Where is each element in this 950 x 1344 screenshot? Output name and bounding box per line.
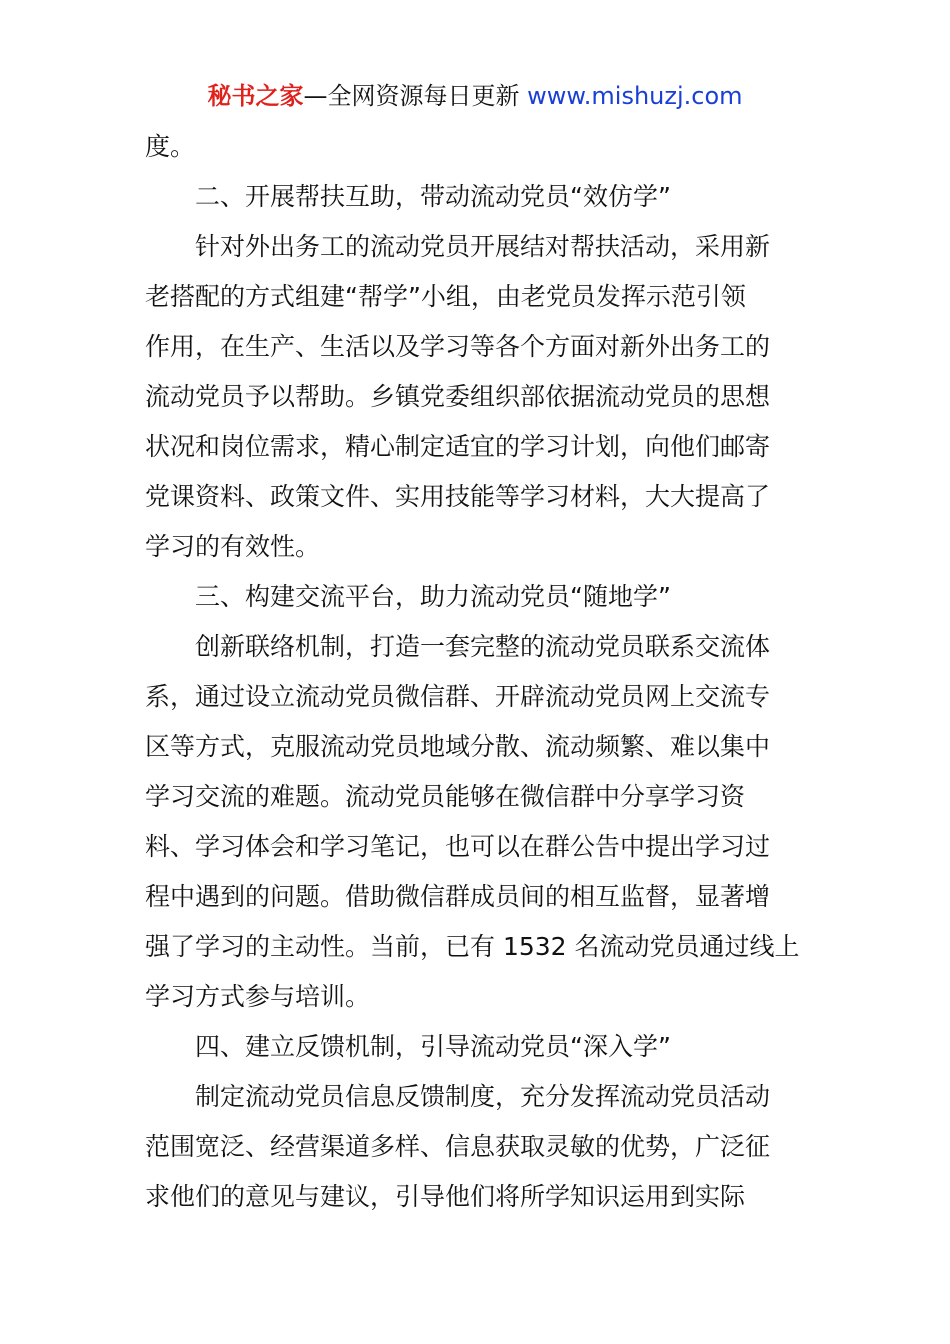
brand-name: 秘书之家 [207, 82, 304, 110]
body-line: 针对外出务工的流动党员开展结对帮扶活动，采用新 [195, 232, 771, 261]
body-line: 区等方式，克服流动党员地域分散、流动频繁、难以集中 [145, 732, 771, 761]
body-line: 状况和岗位需求，精心制定适宜的学习计划，向他们邮寄 [145, 432, 771, 461]
body-line: 学习交流的难题。流动党员能够在微信群中分享学习资 [145, 782, 746, 811]
body-line: 老搭配的方式组建“帮学”小组，由老党员发挥示范引领 [145, 282, 746, 311]
body-line: 学习的有效性。 [145, 532, 321, 561]
section-heading-3: 三、构建交流平台，助力流动党员“随地学” [195, 582, 671, 611]
body-line: 范围宽泛、经营渠道多样、信息获取灵敏的优势，广泛征 [145, 1132, 771, 1161]
header-tagline: —全网资源每日更新 [303, 82, 528, 110]
body-line: 流动党员予以帮助。乡镇党委组织部依据流动党员的思想 [145, 382, 771, 411]
body-line: 创新联络机制，打造一套完整的流动党员联系交流体 [195, 632, 771, 661]
site-watermark-header [0, 80, 950, 112]
paragraph-continuation: 度。 [145, 132, 196, 161]
body-line: 党课资料、政策文件、实用技能等学习材料，大大提高了 [145, 482, 771, 511]
body-line: 求他们的意见与建议，引导他们将所学知识运用到实际 [145, 1182, 746, 1211]
body-line: 程中遇到的问题。借助微信群成员间的相互监督，显著增 [145, 882, 771, 911]
body-line: 学习方式参与培训。 [145, 982, 371, 1011]
section-heading-2: 二、开展帮扶互助，带动流动党员“效仿学” [195, 182, 671, 211]
body-line: 料、学习体会和学习笔记，也可以在群公告中提出学习过 [145, 832, 771, 861]
body-line: 作用，在生产、生活以及学习等各个方面对新外出务工的 [145, 332, 771, 361]
document-body [145, 122, 810, 1222]
site-url: www.mishuzj.com [527, 82, 743, 110]
section-heading-4: 四、建立反馈机制，引导流动党员“深入学” [195, 1032, 671, 1061]
body-line: 系，通过设立流动党员微信群、开辟流动党员网上交流专 [145, 682, 771, 711]
body-line: 制定流动党员信息反馈制度，充分发挥流动党员活动 [195, 1082, 771, 1111]
body-line: 强了学习的主动性。当前，已有 1532 名流动党员通过线上 [145, 932, 800, 961]
